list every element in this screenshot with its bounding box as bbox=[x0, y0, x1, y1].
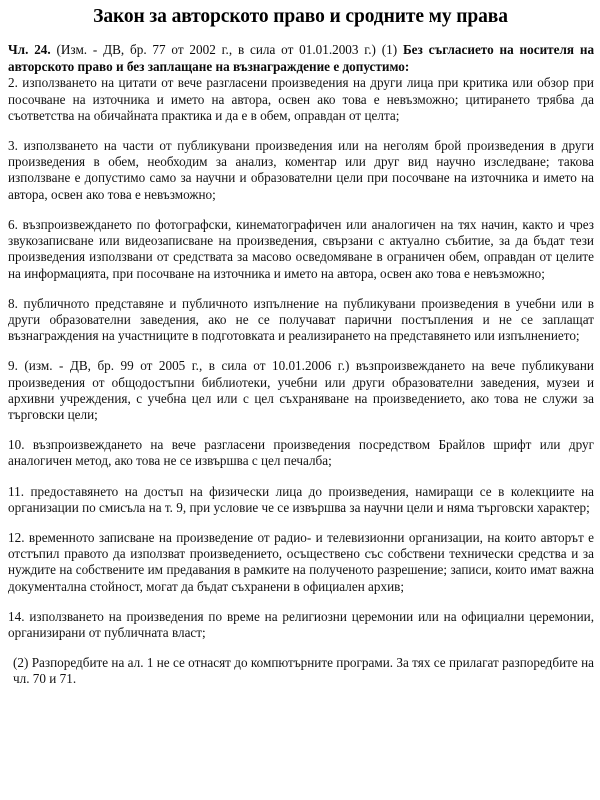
list-item: 12. временното записване на произведение от радио- и телевизионни организации, на които авторът е отстъпил правото да използват произведението, осъществено със собствени технически средства и за нуждите на собствените им предавания в рамките на полученото разрешение; записи, които имат важна документална стойност, могат да бъдат съхранени в официален архив; bbox=[8, 529, 594, 594]
list-item: 2. използването на цитати от вече разгласени произведения на други лица при критика или обзор при посочване на източника и името на автора, освен ако това е невъзможно; цитирането трябва да съответства на обичайната практика и да е в обем, оправдан от целта; bbox=[8, 75, 594, 123]
page-title: Закон за авторското право и сродните му права bbox=[93, 6, 508, 27]
article-number-label: Чл. 24. bbox=[8, 42, 51, 58]
list-item: 6. възпроизвеждането по фотографски, кинематографичен или аналогичен на тях начин, както и чрез звукозаписване или видеозаписване на произведения, свързани с актуално събитие, за да бъдат тези произведения използвани от средствата за масово осведомяване в ограничен обем, оправдан от целите на информацията, при посочване на източника и името на автора, освен ако това е невъзможно; bbox=[8, 216, 594, 281]
amendment-note: (Изм. - ДВ, бр. 77 от 2002 г., в сила от 01.01.2003 г.) bbox=[56, 42, 376, 58]
article-lead-paragraph bbox=[6, 41, 595, 75]
list-item: 9. (изм. - ДВ, бр. 99 от 2005 г., в сила от 10.01.2006 г.) възпроизвеждането на вече публикувани произведения от общодостъпни библиотеки, учебни или други образователни заведения, музеи и архивни учреждения, с учебна цел или с цел съхраняване на произведението, ако това не служи за търговски цели; bbox=[8, 358, 594, 422]
paragraph-marker: (1) bbox=[381, 42, 398, 58]
article-lead-text: Без съгласието на носителя на авторското право и без заплащане на възнаграждение е допустимо: bbox=[8, 42, 595, 75]
list-item: 3. използването на части от публикувани произведения или на неголям брой произведения в други произведения в обем, необходим за анализ, коментар или друг вид научно изследване; такова използване е допустимо само за научни и образователни цели при посочване на източника и името на автора, освен ако това е невъзможно; bbox=[8, 138, 594, 202]
list-item: 10. възпроизвеждането на вече разгласени произведения посредством Брайлов шрифт или друг аналогичен метод, ако това не се извършва с цел печалба; bbox=[8, 437, 594, 469]
closing-paragraph: (2) Разпоредбите на ал. 1 не се отнасят до компютърните програми. За тях се прилагат разпоредбите на чл. 70 и 71. bbox=[13, 655, 594, 687]
list-item: 14. използването на произведения по време на религиозни церемонии или на официални церемонии, организирани от публичната власт; bbox=[8, 608, 594, 640]
list-item: 8. публичното представяне и публичното изпълнение на публикувани произведения в учебни или в други образователни заведения, ако не се получават парични постъпления и не се заплащат възнаграждения на участниците в подготовката и реализирането на представянето или изпълнението; bbox=[8, 295, 594, 344]
list-item: 11. предоставянето на достъп на физически лица до произведения, намиращи се в колекциите на организации по смисъла на т. 9, при условие че се извършва за научни цели и няма търговски характер; bbox=[8, 483, 594, 515]
